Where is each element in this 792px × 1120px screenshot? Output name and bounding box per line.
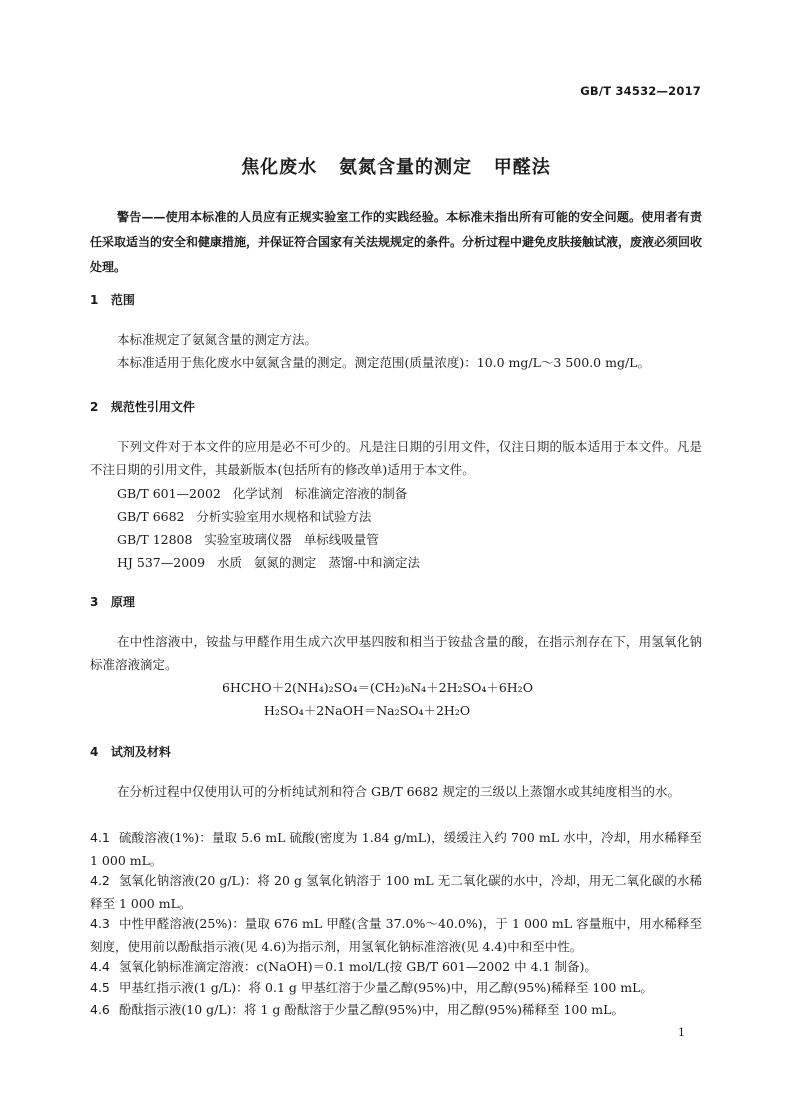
item-number: 4.6 — [90, 1002, 110, 1017]
item-text: 中性甲醛溶液(25%)：量取 676 mL 甲醛(含量 37.0%～40.0%)，于 1 000 mL 容量瓶中，用水稀释至刻度，使用前以酚酞指示液(见 4.6)为指示剂，用氢氧化钠标准溶液(见 4.4)中和至中性。 — [90, 916, 702, 954]
item-text: 硫酸溶液(1%)：量取 5.6 mL 硫酸(密度为 1.84 g/mL)，缓缓注入约 700 mL 水中，冷却，用水稀释至 1 000 mL。 — [90, 830, 702, 868]
item-text: 酚酞指示液(10 g/L)：将 1 g 酚酞溶于少量乙醇(95%)中，用乙醇(95%)稀释至 100 mL。 — [118, 1002, 624, 1017]
reagent-item — [90, 869, 702, 915]
reference-item: HJ 537—2009 水质 氨氮的测定 蒸馏-中和滴定法 — [117, 555, 421, 570]
section-4-heading: 4 试剂及材料 — [90, 745, 171, 759]
reference-item: GB/T 601—2002 化学试剂 标准滴定溶液的制备 — [117, 486, 408, 501]
warning-paragraph: 警告——使用本标准的人员应有正规实验室工作的实践经验。本标准未指出所有可能的安全问题。使用者有责任采取适当的安全和健康措施，并保证符合国家有关法规规定的条件。分析过程中避免皮肤接触试液，废液必须回收处理。 — [90, 210, 703, 274]
reagent-item — [90, 955, 702, 978]
item-number: 4.5 — [90, 980, 110, 995]
item-number: 4.1 — [90, 830, 110, 845]
reagent-item — [90, 826, 702, 872]
item-number: 4.2 — [90, 873, 110, 888]
section-4-intro: 在分析过程中仅使用认可的分析纯试剂和符合 GB/T 6682 规定的三级以上蒸馏水或其纯度相当的水。 — [117, 784, 680, 799]
section-1-heading: 1 范围 — [90, 293, 135, 307]
item-text: 甲基红指示液(1 g/L)：将 0.1 g 甲基红溶于少量乙醇(95%)中，用乙醇(95%)稀释至 100 mL。 — [118, 980, 653, 995]
section-3-heading: 3 原理 — [90, 595, 135, 609]
document-title: 焦化废水 氨氮含量的测定 甲醛法 — [241, 157, 551, 178]
reference-item: GB/T 12808 实验室玻璃仪器 单标线吸量管 — [117, 532, 379, 547]
item-number: 4.4 — [90, 959, 110, 974]
reference-item: GB/T 6682 分析实验室用水规格和试验方法 — [117, 509, 372, 524]
equation-1: 6HCHO＋2(NH₄)₂SO₄＝(CH₂)₆N₄＋2H₂SO₄＋6H₂O — [222, 680, 533, 695]
reagent-item — [90, 976, 702, 999]
section-3-text: 在中性溶液中，铵盐与甲醛作用生成六次甲基四胺和相当于铵盐含量的酸，在指示剂存在下，用氢氧化钠标准溶液滴定。 — [90, 634, 702, 672]
page-number: 1 — [678, 1026, 685, 1039]
item-number: 4.3 — [90, 916, 110, 931]
section-1-paragraph-2: 本标准适用于焦化废水中氨氮含量的测定。测定范围(质量浓度)：10.0 mg/L～3 500.0 mg/L。 — [117, 355, 650, 370]
item-text: 氢氧化钠溶液(20 g/L)：将 20 g 氢氧化钠溶于 100 mL 无二氧化碳的水中，冷却，用无二氧化碳的水稀释至 1 000 mL。 — [90, 873, 702, 911]
equation-2: H₂SO₄＋2NaOH＝Na₂SO₄＋2H₂O — [264, 703, 471, 718]
section-1-paragraph-1: 本标准规定了氨氮含量的测定方法。 — [117, 332, 318, 347]
item-text: 氢氧化钠标准滴定溶液：c(NaOH)＝0.1 mol/L(按 GB/T 601—2002 中 4.1 制备)。 — [118, 959, 597, 974]
section-2-heading: 2 规范性引用文件 — [90, 400, 195, 414]
standard-number: GB/T 34532—2017 — [580, 84, 701, 98]
reagent-item — [90, 912, 702, 958]
reagent-item — [90, 998, 702, 1021]
section-2-intro: 下列文件对于本文件的应用是必不可少的。凡是注日期的引用文件，仅注日期的版本适用于本文件。凡是不注日期的引用文件，其最新版本(包括所有的修改单)适用于本文件。 — [90, 439, 702, 477]
